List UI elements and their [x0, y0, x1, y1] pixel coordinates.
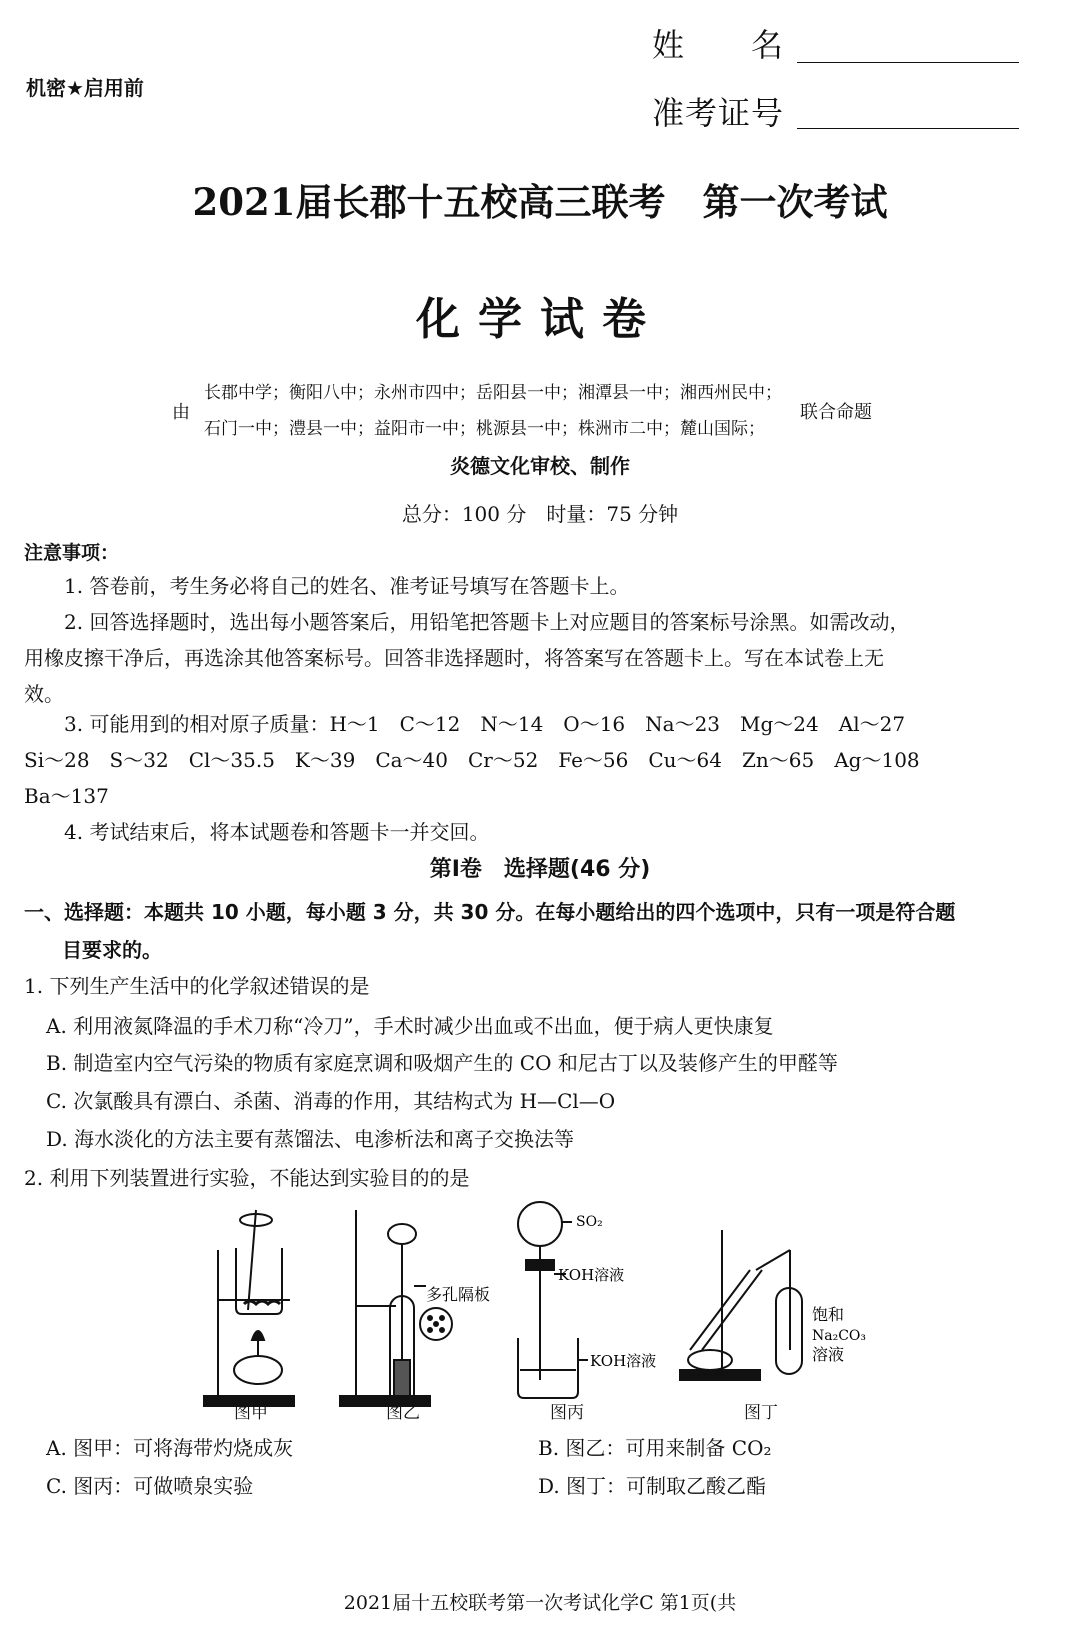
label-koh-top: KOH溶液 [558, 1266, 625, 1284]
part-instructions-line-1: 一、选择题：本题共 10 小题，每小题 3 分，共 30 分。在每小题给出的四个选项中，只有一项是符合题 [24, 900, 956, 924]
question-1-option-d: D. 海水淡化的方法主要有蒸馏法、电渗析法和离子交换法等 [46, 1127, 575, 1151]
maker-line: 炎德文化审校、制作 [450, 454, 630, 478]
exam-title: 2021届长郡十五校高三联考 第一次考试 [192, 180, 888, 224]
caption-bing: 图丙 [550, 1403, 584, 1423]
schools-line-2: 石门一中；澧县一中；益阳市一中；桃源县一中；株洲市二中；麓山国际； [204, 419, 765, 439]
note-2-b: 用橡皮擦干净后，再选涂其他答案标号。回答非选择题时，将答案写在答题卡上。写在本试卷上无 [24, 646, 884, 670]
caption-ding: 图丁 [744, 1403, 778, 1423]
label-saturated-3: 溶液 [812, 1345, 845, 1364]
question-2-option-d: D. 图丁：可制取乙酸乙酯 [538, 1474, 767, 1498]
note-4: 4. 考试结束后，将本试题卷和答题卡一并交回。 [64, 820, 490, 844]
label-koh-bottom: KOH溶液 [590, 1352, 657, 1370]
schools-line-1: 长郡中学；衡阳八中；永州市四中；岳阳县一中；湘潭县一中；湘西州民中； [204, 383, 782, 403]
caption-jia: 图甲 [234, 1403, 268, 1423]
figure-ding-apparatus [680, 1230, 802, 1380]
figure-bing-apparatus [518, 1202, 588, 1398]
question-2-option-b: B. 图乙：可用来制备 CO₂ [538, 1436, 772, 1460]
note-2-c: 效。 [24, 682, 64, 706]
label-saturated-2: Na₂CO₃ [812, 1328, 867, 1344]
name-label: 姓 名 [652, 26, 785, 64]
figure-jia-apparatus [204, 1210, 294, 1406]
note-3-a: 3. 可能用到的相对原子质量：H～1 C～12 N～14 O～16 Na～23 Mg～24 Al～27 [64, 712, 906, 736]
exam-id-blank [797, 126, 1019, 129]
note-3-b: Si～28 S～32 Cl～35.5 K～39 Ca～40 Cr～52 Fe～56 Cu～64 Zn～65 Ag～108 [24, 748, 920, 772]
label-saturated-1: 饱和 [812, 1305, 845, 1324]
exam-id-label: 准考证号 [652, 94, 785, 132]
name-blank [797, 60, 1019, 63]
part-instructions [24, 893, 1024, 969]
apparatus-figure [190, 1200, 890, 1430]
label-so2: SO₂ [576, 1214, 603, 1230]
notes-heading: 注意事项： [24, 542, 120, 564]
note-1: 1. 答卷前，考生务必将自己的姓名、准考证号填写在答题卡上。 [64, 574, 630, 598]
question-2-stem: 2. 利用下列装置进行实验，不能达到实验目的的是 [24, 1166, 470, 1190]
figure-yi-apparatus [340, 1210, 452, 1406]
note-2-a: 2. 回答选择题时，选出每小题答案后，用铅笔把答题卡上对应题目的答案标号涂黑。如需改动， [64, 610, 910, 634]
question-1-stem: 1. 下列生产生活中的化学叙述错误的是 [24, 974, 370, 998]
caption-yi: 图乙 [386, 1403, 420, 1423]
section-heading: 第Ⅰ卷 选择题(46 分) [429, 857, 651, 882]
question-2-option-c: C. 图丙：可做喷泉实验 [46, 1474, 254, 1498]
note-3-c: Ba～137 [24, 784, 109, 808]
page-footer: 2021届十五校联考第一次考试化学C 第1页(共 [343, 1592, 737, 1614]
question-1-option-a: A. 利用液氮降温的手术刀称“冷刀”，手术时减少出血或不出血，便于病人更快康复 [46, 1014, 774, 1038]
confidential-mark: 机密★启用前 [26, 76, 144, 100]
subject-title: 化学试卷 [416, 294, 664, 345]
joint-setting: 联合命题 [800, 402, 872, 423]
part-instructions-line-2: 目要求的。 [62, 938, 162, 962]
label-porous-plate: 多孔隔板 [426, 1285, 491, 1304]
question-1-option-b: B. 制造室内空气污染的物质有家庭烹调和吸烟产生的 CO 和尼古丁以及装修产生的甲醛等 [46, 1051, 838, 1075]
question-2-option-a: A. 图甲：可将海带灼烧成灰 [46, 1436, 294, 1460]
authors-prefix: 由 [172, 402, 190, 423]
question-1-option-c: C. 次氯酸具有漂白、杀菌、消毒的作用，其结构式为 H—Cl—O [46, 1089, 616, 1113]
score-time: 总分：100 分 时量：75 分钟 [401, 502, 679, 526]
